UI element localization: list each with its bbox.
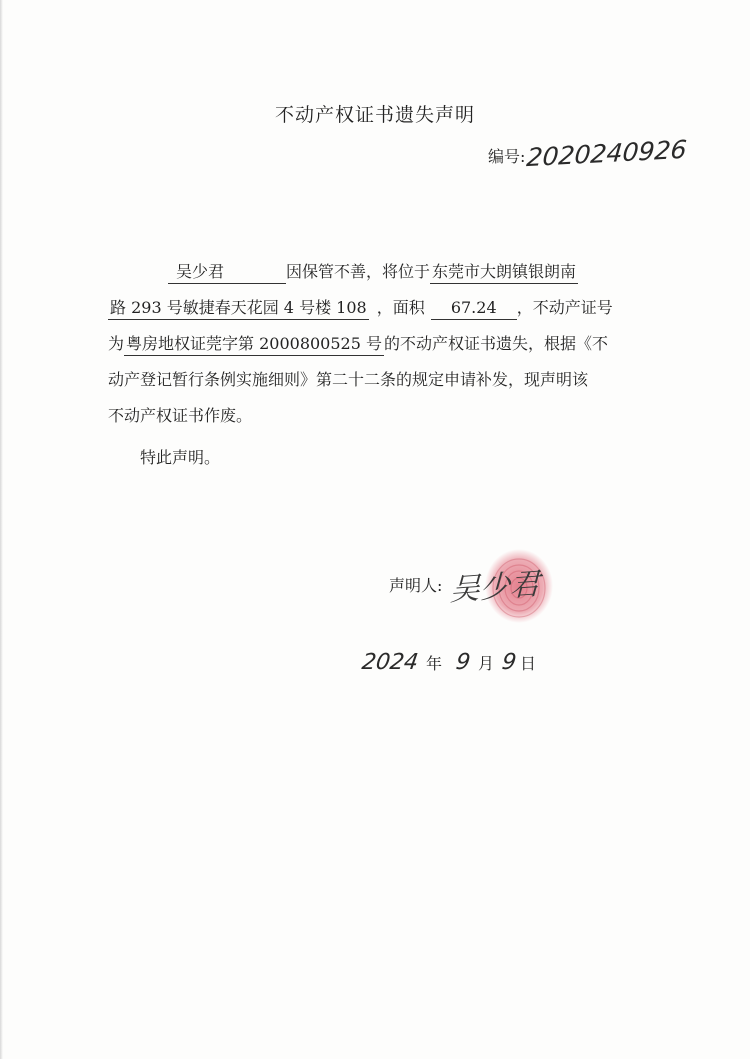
certificate-number-field: 粤房地权证莞字第 2000800525 号 bbox=[124, 333, 384, 356]
closing-text: 特此声明。 bbox=[140, 448, 221, 467]
certificate-label: ，不动产证号 bbox=[516, 298, 613, 317]
cause-text: 因保管不善，将位于 bbox=[286, 262, 431, 281]
serial-number-handwritten: 2020240926 bbox=[525, 134, 689, 173]
declarant-signature-block bbox=[389, 564, 541, 609]
body-line-4 bbox=[108, 362, 642, 398]
date-month: 9 bbox=[454, 649, 472, 675]
body-line-5 bbox=[108, 398, 642, 434]
serial-label: 编号: bbox=[488, 147, 526, 166]
area-field: 67.24 bbox=[431, 297, 517, 320]
address-field-part1: 东莞市大朗镇银朗南 bbox=[430, 261, 578, 284]
address-field-part2: 路 293 号敏捷春天花园 4 号楼 108 bbox=[108, 297, 369, 320]
void-text: 不动产权证书作废。 bbox=[108, 406, 253, 425]
date-month-unit: 月 bbox=[478, 653, 495, 673]
law-text: 动产登记暂行条例实施细则》第二十二条的规定申请补发，现声明该 bbox=[108, 370, 589, 389]
signature-date bbox=[362, 642, 544, 682]
date-year: 2024 bbox=[360, 649, 420, 675]
area-label: ，面积 bbox=[376, 298, 425, 317]
date-day: 9 bbox=[500, 649, 518, 675]
handwritten-signature: 吴少君 bbox=[449, 566, 541, 609]
declarant-name-field: 吴少君 bbox=[168, 261, 286, 284]
body-line-3 bbox=[108, 326, 642, 362]
date-year-unit: 年 bbox=[426, 653, 443, 673]
declaration-body bbox=[108, 254, 642, 476]
body-line-2 bbox=[108, 290, 642, 326]
signature-label: 声明人: bbox=[389, 575, 443, 595]
page-edge-shadow bbox=[0, 0, 3, 1059]
document-title: 不动产权证书遗失声明 bbox=[274, 104, 475, 126]
loss-text: 的不动产权证书遗失，根据《不 bbox=[384, 334, 609, 353]
serial-number-block bbox=[488, 134, 689, 173]
body-line-closing bbox=[108, 440, 642, 476]
date-day-unit: 日 bbox=[520, 653, 537, 673]
body-line-1 bbox=[108, 254, 642, 290]
wei-text: 为 bbox=[108, 334, 125, 353]
